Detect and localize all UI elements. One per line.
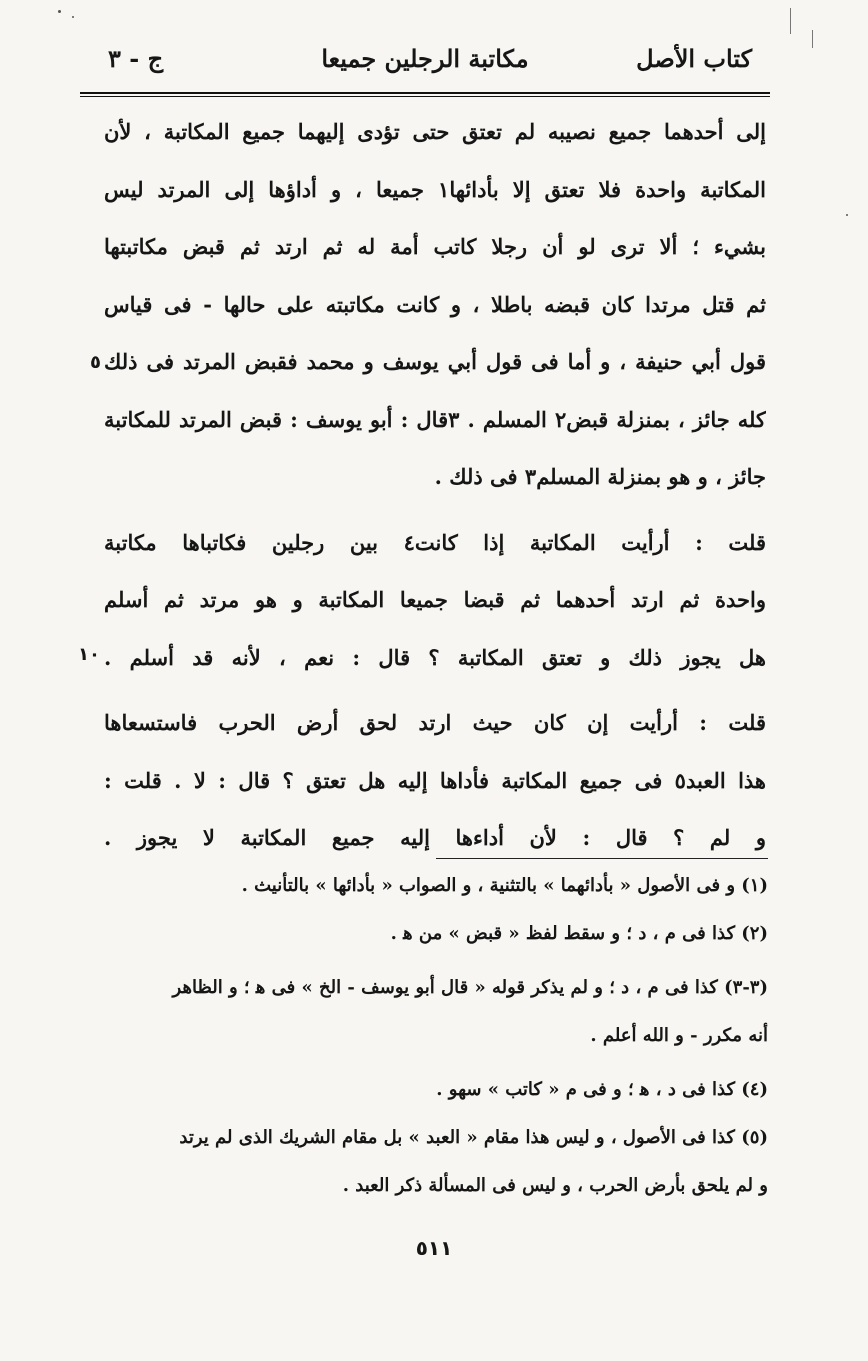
scan-speck — [72, 16, 74, 18]
text-line: كله جائز ، بمنزلة قبض٢ المسلم . ٣قال : أبو يوسف : قبض المرتد للمكاتبة — [104, 406, 766, 432]
text-line: هل يجوز ذلك و تعتق المكاتبة ؟ قال : نعم ، لأنه قد أسلم . — [104, 644, 766, 670]
scan-mark — [790, 8, 791, 34]
header-book-title: كتاب الأصل — [636, 44, 752, 73]
footnote-rule — [436, 858, 768, 859]
text-line: ثم قتل مرتدا كان قبضه باطلا ، و كانت مكاتبته على حالها - فى قياس — [104, 291, 766, 317]
text-line: جائز ، و هو بمنزلة المسلم٣ فى ذلك . — [434, 464, 766, 489]
footnote-line: (٤) كذا فى د ، ﻫ ؛ و فى م « كاتب » سهو . — [436, 1079, 768, 1100]
text-line: و لم ؟ قال : لأن أداءها إليه جميع المكاتبة لا يجوز . — [104, 825, 766, 850]
header-rule — [80, 92, 770, 97]
footnote-line: (١) و فى الأصول « بأدائهما » بالتثنية ، و الصواب « بأدائها » بالتأنيث . — [241, 875, 768, 896]
scan-speck — [58, 10, 61, 13]
text-line: هذا العبد٥ فى جميع المكاتبة فأداها إليه هل تعتق ؟ قال : لا . قلت : — [104, 767, 766, 793]
text-line: بشيء ؛ ألا ترى لو أن رجلا كاتب أمة له ثم ارتد ثم قبض مكاتبتها — [104, 234, 766, 259]
running-header — [80, 44, 770, 84]
footnote-line: أنه مكرر - و الله أعلم . — [590, 1025, 768, 1046]
footnote-line: (٥) كذا فى الأصول ، و ليس هذا مقام « العبد » بل مقام الشريك الذى لم يرتد — [179, 1127, 768, 1148]
header-chapter-title: مكاتبة الرجلين جميعا — [321, 44, 529, 73]
footnotes — [104, 862, 768, 1210]
page-number: ٥١١ — [415, 1236, 453, 1260]
text-line: قلت : أرأيت إن كان حيث ارتد لحق أرض الحرب فاستسعاها — [104, 710, 766, 735]
main-text — [104, 103, 766, 867]
header-volume: ج - ٣ — [108, 44, 164, 73]
text-line: واحدة ثم ارتد أحدهما ثم قبضا جميعا المكاتبة و هو مرتد ثم أسلم — [104, 587, 766, 612]
line-number-10: ١٠ — [78, 644, 100, 665]
text-line: المكاتبة واحدة فلا تعتق إلا بأدائها١ جميعا ، و أداؤها إلى المرتد ليس — [104, 176, 766, 202]
scan-speck — [846, 214, 848, 216]
text-line: إلى أحدهما جميع نصيبه لم تعتق حتى تؤدى إليهما جميع المكاتبة ، لأن — [104, 119, 766, 144]
footnote-line: (٣-٣) كذا فى م ، د ؛ و لم يذكر قوله « قال أبو يوسف - الخ » فى ﻫ ؛ و الظاهر — [172, 977, 768, 998]
footnote-line: و لم يلحق بأرض الحرب ، و ليس فى المسألة ذكر العبد . — [342, 1175, 768, 1196]
scan-mark — [812, 30, 813, 48]
text-line: قول أبي حنيفة ، و أما فى قول أبي يوسف و محمد فقبض المرتد فى ذلك — [104, 349, 766, 374]
footnote-line: (٢) كذا فى م ، د ؛ و سقط لفظ « قبض » من ﻫ . — [390, 923, 768, 944]
line-number-5: ٥ — [90, 352, 101, 373]
text-line: قلت : أرأيت المكاتبة إذا كانت٤ بين رجلين فكاتباها مكاتبة — [104, 529, 766, 555]
